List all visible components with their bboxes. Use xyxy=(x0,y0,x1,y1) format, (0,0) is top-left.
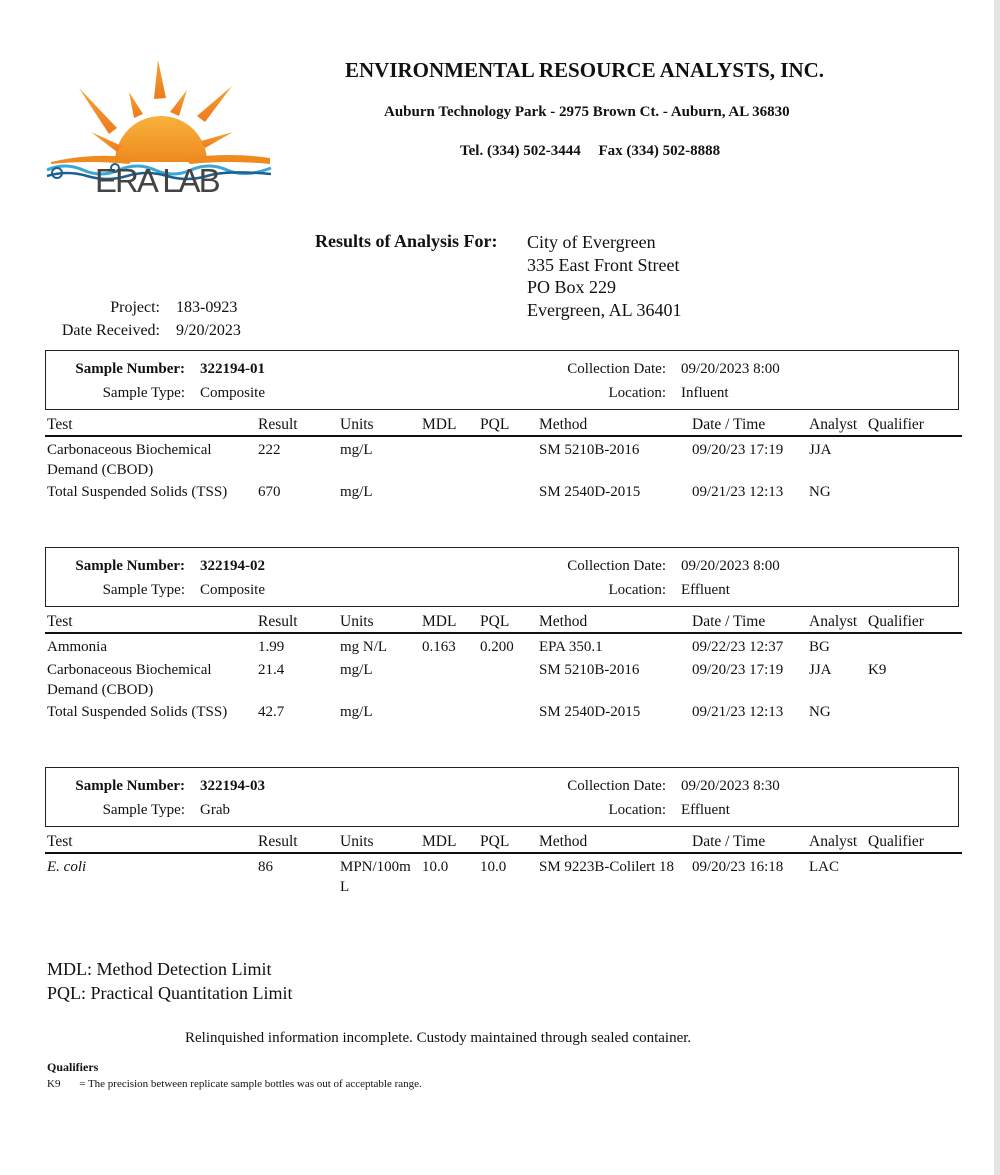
test-name: Carbonaceous Biochemical Demand (CBOD) xyxy=(47,662,212,698)
collection-date-value: 09/20/2023 8:00 xyxy=(681,361,780,377)
collection-date-value: 09/20/2023 8:30 xyxy=(681,778,780,794)
sample-number-value: 322194-03 xyxy=(200,778,265,794)
table-row xyxy=(45,660,962,700)
qualifier-text: = The precision between replicate sample bottles was out of acceptable range. xyxy=(79,1078,422,1090)
sample-number-value: 322194-02 xyxy=(200,558,265,574)
col-method: Method xyxy=(539,833,588,850)
col-pql: PQL xyxy=(480,613,510,630)
method-value: SM 9223B-Colilert 18 xyxy=(539,859,675,875)
mdl-value: 10.0 xyxy=(422,859,449,875)
location-label: Location: xyxy=(608,582,666,598)
datetime-value: 09/20/23 17:19 xyxy=(692,662,784,678)
collection-date-value: 09/20/2023 8:00 xyxy=(681,558,780,574)
result-value: 42.7 xyxy=(258,704,285,720)
sample-type-label: Sample Type: xyxy=(102,385,185,401)
col-date-time: Date / Time xyxy=(692,613,766,630)
test-name: E. coli xyxy=(47,859,87,875)
col-date-time: Date / Time xyxy=(692,833,766,850)
mdl-definition: MDL: Method Detection Limit xyxy=(47,959,272,979)
company-contact xyxy=(460,143,734,160)
col-qualifier: Qualifier xyxy=(868,833,924,850)
col-qualifier: Qualifier xyxy=(868,416,924,433)
method-value: SM 2540D-2015 xyxy=(539,484,641,500)
sample-number-label: Sample Number: xyxy=(75,361,185,377)
project-value: 183-0923 xyxy=(176,299,238,316)
company-name: ENVIRONMENTAL RESOURCE ANALYSTS, INC. xyxy=(345,58,825,82)
col-analyst: Analyst xyxy=(809,613,858,630)
units-value: MPN/100mL xyxy=(340,859,411,895)
location-value: Effluent xyxy=(681,582,730,598)
collection-date-label: Collection Date: xyxy=(567,558,666,574)
analyst-value: JJA xyxy=(809,442,832,458)
table-row xyxy=(45,482,962,502)
sample-type-label: Sample Type: xyxy=(102,802,185,818)
col-units: Units xyxy=(340,416,374,433)
results-table-header xyxy=(45,413,962,437)
custody-note: Relinquished information incomplete. Custody maintained through sealed container. xyxy=(185,1030,692,1046)
collection-date-label: Collection Date: xyxy=(567,361,666,377)
result-value: 21.4 xyxy=(258,662,285,678)
col-method: Method xyxy=(539,613,588,630)
method-value: SM 5210B-2016 xyxy=(539,442,640,458)
results-table-header xyxy=(45,610,962,634)
analyst-value: NG xyxy=(809,704,831,720)
col-date-time: Date / Time xyxy=(692,416,766,433)
col-mdl: MDL xyxy=(422,416,457,433)
telephone: Tel. (334) 502-3444 xyxy=(460,143,581,159)
client-address xyxy=(527,231,681,321)
col-result: Result xyxy=(258,833,298,850)
units-value: mg/L xyxy=(340,442,373,458)
qualifier-value: K9 xyxy=(868,662,887,678)
date-received-value: 9/20/2023 xyxy=(176,322,241,339)
qualifiers-heading: Qualifiers xyxy=(47,1060,99,1074)
location-label: Location: xyxy=(608,802,666,818)
col-units: Units xyxy=(340,833,374,850)
test-name: Total Suspended Solids (TSS) xyxy=(47,704,228,720)
result-value: 670 xyxy=(258,484,281,500)
method-value: EPA 350.1 xyxy=(539,639,603,655)
test-name: Carbonaceous Biochemical Demand (CBOD) xyxy=(47,442,212,478)
sample-number-label: Sample Number: xyxy=(75,558,185,574)
pql-definition: PQL: Practical Quantitation Limit xyxy=(47,983,293,1003)
result-value: 1.99 xyxy=(258,639,285,655)
col-result: Result xyxy=(258,416,298,433)
client-street: 335 East Front Street xyxy=(527,254,680,275)
units-value: mg N/L xyxy=(340,639,388,655)
table-row xyxy=(45,440,962,480)
location-label: Location: xyxy=(608,385,666,401)
units-value: mg/L xyxy=(340,704,373,720)
col-mdl: MDL xyxy=(422,613,457,630)
sample-number-label: Sample Number: xyxy=(75,778,185,794)
col-analyst: Analyst xyxy=(809,416,858,433)
results-for-label: Results of Analysis For: xyxy=(315,231,498,251)
col-qualifier: Qualifier xyxy=(868,613,924,630)
qualifier-definition xyxy=(47,1078,422,1090)
results-table-header xyxy=(45,830,962,854)
sample-type-value: Composite xyxy=(200,385,266,401)
test-name: Total Suspended Solids (TSS) xyxy=(47,484,228,500)
datetime-value: 09/22/23 12:37 xyxy=(692,639,784,655)
page-edge xyxy=(994,0,1000,1175)
col-analyst: Analyst xyxy=(809,833,858,850)
pql-value: 0.200 xyxy=(480,639,514,655)
mdl-value: 0.163 xyxy=(422,639,456,655)
location-value: Influent xyxy=(681,385,729,401)
analyst-value: BG xyxy=(809,639,830,655)
analyst-value: LAC xyxy=(809,859,839,875)
col-test: Test xyxy=(47,833,73,850)
client-po-box: PO Box 229 xyxy=(527,277,617,297)
qualifier-code: K9 xyxy=(47,1078,61,1090)
col-test: Test xyxy=(47,416,73,433)
pql-value: 10.0 xyxy=(480,859,507,875)
col-test: Test xyxy=(47,613,73,630)
table-row xyxy=(45,637,962,657)
sample-type-value: Grab xyxy=(200,802,230,818)
location-value: Effluent xyxy=(681,802,730,818)
datetime-value: 09/21/23 12:13 xyxy=(692,484,784,500)
result-value: 222 xyxy=(258,442,281,458)
sample-type-label: Sample Type: xyxy=(102,582,185,598)
client-city: Evergreen, AL 36401 xyxy=(527,299,682,320)
company-address: Auburn Technology Park - 2975 Brown Ct. - Auburn, AL 36830 xyxy=(384,104,790,120)
col-method: Method xyxy=(539,416,588,433)
method-value: SM 2540D-2015 xyxy=(539,704,641,720)
fax: Fax (334) 502-8888 xyxy=(598,143,721,159)
date-received-label: Date Received: xyxy=(61,322,160,339)
table-row xyxy=(45,702,962,722)
col-mdl: MDL xyxy=(422,833,457,850)
analyst-value: NG xyxy=(809,484,831,500)
client-name: City of Evergreen xyxy=(527,232,656,252)
col-units: Units xyxy=(340,613,374,630)
col-pql: PQL xyxy=(480,416,510,433)
sample-type-value: Composite xyxy=(200,582,266,598)
logo-wordmark: ERA LAB xyxy=(95,162,219,199)
project-label: Project: xyxy=(110,299,160,316)
collection-date-label: Collection Date: xyxy=(567,778,666,794)
method-value: SM 5210B-2016 xyxy=(539,662,640,678)
datetime-value: 09/20/23 16:18 xyxy=(692,859,784,875)
col-result: Result xyxy=(258,613,298,630)
units-value: mg/L xyxy=(340,662,373,678)
units-value: mg/L xyxy=(340,484,373,500)
analyst-value: JJA xyxy=(809,662,832,678)
datetime-value: 09/21/23 12:13 xyxy=(692,704,784,720)
datetime-value: 09/20/23 17:19 xyxy=(692,442,784,458)
table-row xyxy=(45,857,962,897)
sample-number-value: 322194-01 xyxy=(200,361,265,377)
test-name: Ammonia xyxy=(47,639,107,655)
col-pql: PQL xyxy=(480,833,510,850)
result-value: 86 xyxy=(258,859,273,875)
